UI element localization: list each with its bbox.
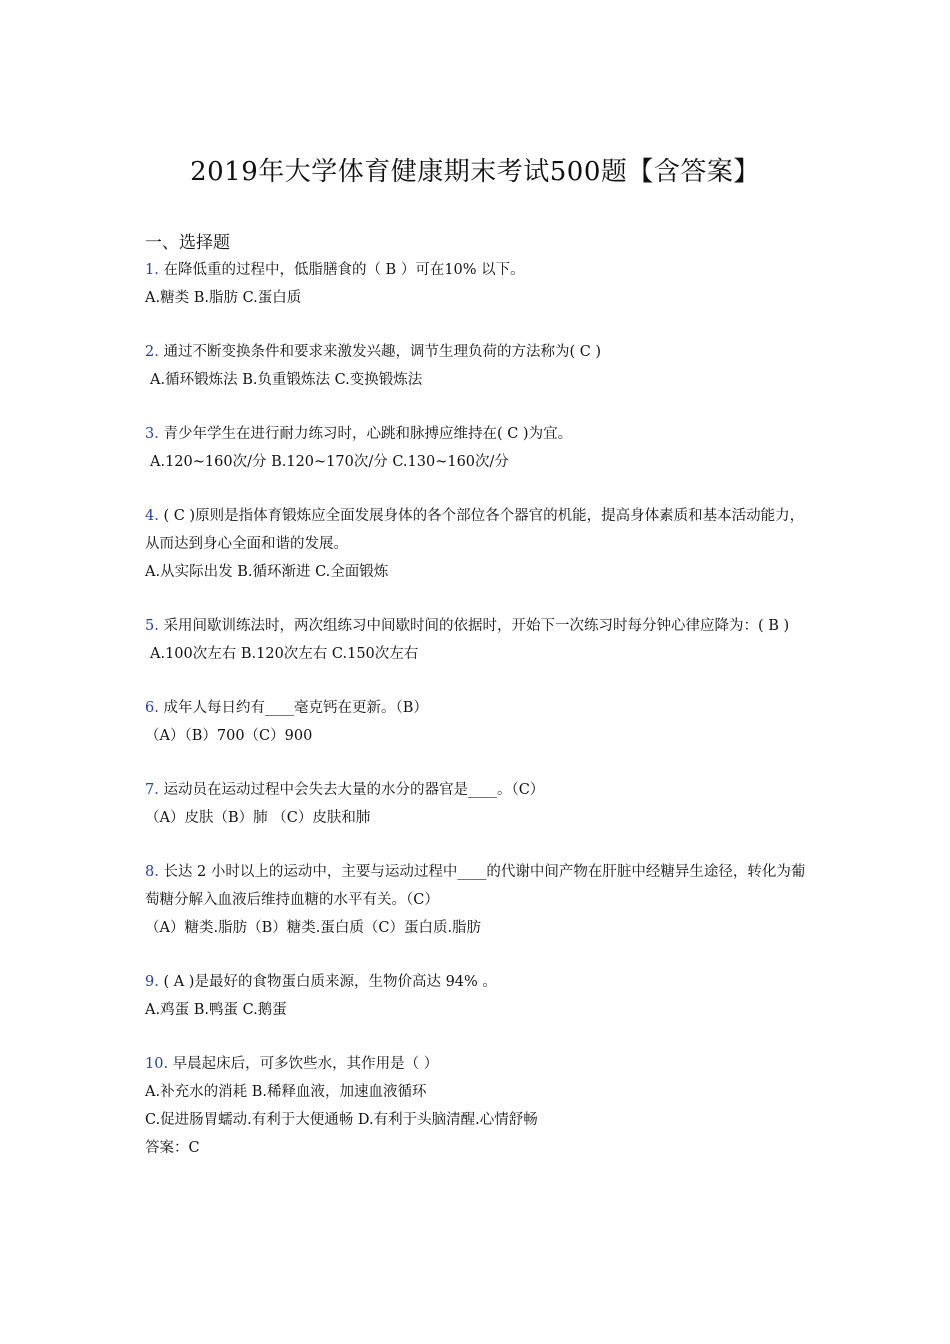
- question-stem: [145, 694, 815, 722]
- question-stem: [145, 612, 815, 640]
- question-stem: [145, 968, 815, 996]
- question-text: 采用间歇训练法时，两次组练习中间歇时间的依据时，开始下一次练习时每分钟心律应降为：( B ): [163, 618, 790, 634]
- question-number: 3.: [145, 426, 159, 442]
- question-text: 早晨起床后，可多饮些水，其作用是（ ）: [172, 1056, 439, 1072]
- question-item: [145, 858, 815, 942]
- question-options: C.促进肠胃蠕动.有利于大便通畅 D.有利于头脑清醒.心情舒畅: [145, 1112, 538, 1128]
- question-text: 运动员在运动过程中会失去大量的水分的器官是____。（C）: [163, 782, 545, 798]
- question-text: 成年人每日约有____毫克钙在更新。（B）: [163, 700, 428, 716]
- question-item: [145, 776, 815, 832]
- question-item: [145, 694, 815, 750]
- question-item: [145, 612, 815, 668]
- question-options: A.从实际出发 B.循环渐进 C.全面锻炼: [145, 564, 389, 580]
- question-text: 通过不断变换条件和要求来激发兴趣，调节生理负荷的方法称为( C ): [163, 344, 602, 360]
- question-stem: [145, 256, 815, 284]
- question-item: [145, 256, 815, 312]
- question-stem: [145, 420, 815, 448]
- answer-line: 答案：C: [145, 1140, 200, 1156]
- question-list: [145, 256, 815, 1188]
- question-item: [145, 338, 815, 394]
- question-text: 长达 2 小时以上的运动中，主要与运动过程中____的代谢中间产物在肝脏中经糖异生途径，转化为葡萄糖分解入血液后维持血糖的水平有关。（C）: [145, 864, 806, 908]
- question-stem: [145, 776, 815, 804]
- question-number: 9.: [145, 974, 159, 990]
- question-text: ( C )原则是指体育锻炼应全面发展身体的各个部位各个器官的机能，提高身体素质和基本活动能力，从而达到身心全面和谐的发展。: [145, 508, 805, 552]
- question-options: A.糖类 B.脂肪 C.蛋白质: [145, 290, 302, 306]
- question-number: 4.: [145, 508, 159, 524]
- question-item: [145, 420, 815, 476]
- page-title: 2019年大学体育健康期末考试500题【含答案】: [190, 157, 760, 187]
- question-number: 1.: [145, 262, 159, 278]
- question-options: A.120~160次/分 B.120~170次/分 C.130~160次/分: [150, 454, 509, 470]
- question-stem: [145, 502, 815, 558]
- question-item: [145, 1050, 815, 1162]
- question-text: 青少年学生在进行耐力练习时，心跳和脉搏应维持在( C )为宜。: [163, 426, 573, 442]
- question-number: 7.: [145, 782, 159, 798]
- question-options: A.100次左右 B.120次左右 C.150次左右: [150, 646, 419, 662]
- question-options: （A）糖类.脂肪（B）糖类.蛋白质（C）蛋白质.脂肪: [145, 920, 482, 936]
- question-number: 8.: [145, 864, 159, 880]
- question-options: A.鸡蛋 B.鸭蛋 C.鹅蛋: [145, 1002, 287, 1018]
- question-item: [145, 968, 815, 1024]
- question-stem: [145, 858, 815, 914]
- question-options: （A）（B）700（C）900: [145, 728, 313, 744]
- question-number: 10.: [145, 1056, 169, 1072]
- question-options: A.循环锻炼法 B.负重锻炼法 C.变换锻炼法: [150, 372, 423, 388]
- question-stem: [145, 338, 815, 366]
- question-item: [145, 502, 815, 586]
- question-options: A.补充水的消耗 B.稀释血液，加速血液循环: [145, 1084, 427, 1100]
- question-number: 5.: [145, 618, 159, 634]
- question-number: 2.: [145, 344, 159, 360]
- section-heading: 一、选择题: [145, 233, 230, 253]
- question-text: ( A )是最好的食物蛋白质来源，生物价高达 94% 。: [163, 974, 497, 990]
- question-number: 6.: [145, 700, 159, 716]
- question-stem: [145, 1050, 815, 1078]
- question-options: （A）皮肤（B）肺 （C）皮肤和肺: [145, 810, 371, 826]
- question-text: 在降低重的过程中，低脂膳食的（ B ）可在10% 以下。: [163, 262, 525, 278]
